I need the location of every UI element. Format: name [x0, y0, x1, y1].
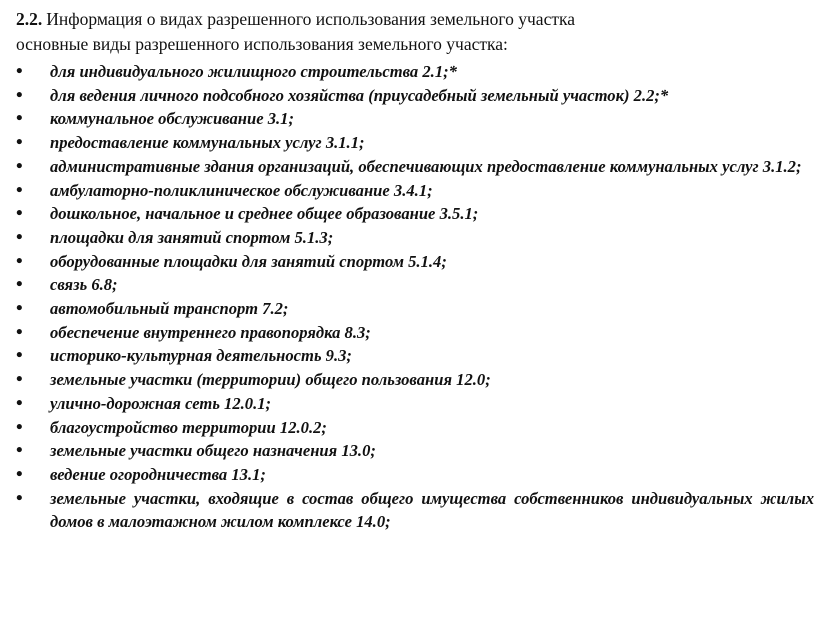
list-item-text: земельные участки (территории) общего пользования 12.0;: [50, 370, 491, 390]
bullet-icon: •: [16, 226, 23, 248]
bullet-icon: •: [16, 321, 23, 343]
bullet-icon: •: [16, 179, 23, 201]
bullet-icon: •: [16, 298, 23, 320]
list-item: [16, 179, 814, 203]
bullet-icon: •: [16, 61, 23, 82]
document-body: [16, 7, 816, 534]
list-item: [16, 368, 814, 392]
list-item-text: для индивидуального жилищного строительства 2.1;*: [50, 62, 457, 81]
list-item-text: благоустройство территории 12.0.2;: [50, 417, 327, 437]
bullet-icon: •: [16, 463, 23, 485]
list-item: [16, 344, 814, 368]
bullet-icon: •: [16, 440, 23, 462]
bullet-icon: •: [16, 274, 23, 296]
list-item: [16, 297, 814, 321]
list-item: [16, 60, 814, 84]
list-item-text: дошкольное, начальное и среднее общее образование 3.5.1;: [50, 204, 479, 224]
section-number: 2.2.: [16, 9, 43, 29]
list-item: [16, 273, 814, 297]
list-item-text: административные здания организаций, обеспечивающих предоставление коммунальных услуг 3.1.2;: [50, 156, 802, 176]
bullet-icon: •: [16, 203, 23, 225]
bullet-icon: •: [16, 345, 23, 367]
list-item: [16, 131, 814, 155]
bullet-icon: •: [16, 132, 23, 154]
list-item-text: улично-дорожная сеть 12.0.1;: [50, 393, 272, 413]
list-item: [16, 487, 814, 534]
section-heading: [16, 7, 816, 32]
bullet-icon: •: [16, 416, 23, 438]
list-item-text: автомобильный транспорт 7.2;: [50, 299, 289, 319]
list-item: [16, 321, 814, 345]
bullet-icon: •: [16, 369, 23, 391]
list-item-text: предоставление коммунальных услуг 3.1.1;: [50, 133, 365, 153]
bullet-icon: •: [16, 392, 23, 414]
list-item-text: оборудованные площадки для занятий спортом 5.1.4;: [50, 251, 447, 271]
bullet-icon: •: [16, 250, 23, 272]
list-item-text: площадки для занятий спортом 5.1.3;: [50, 227, 334, 247]
list-item: [16, 439, 814, 463]
list-item-text: связь 6.8;: [50, 275, 118, 295]
list-item: [16, 226, 814, 250]
list-item-text: земельные участки, входящие в состав общего имущества собственников индивидуальных жилых домов в малоэтажном жилом комплексе 14.0;: [50, 488, 814, 532]
list-item: [16, 416, 814, 440]
list-item: [16, 392, 814, 416]
permitted-use-list: [16, 60, 816, 534]
list-item-text: для ведения личного подсобного хозяйства (приусадебный земельный участок) 2.2;*: [50, 85, 669, 105]
list-item-text: обеспечение внутреннего правопорядка 8.3;: [50, 322, 371, 342]
list-item: [16, 463, 814, 487]
list-item: [16, 155, 814, 179]
bullet-icon: •: [16, 487, 23, 509]
section-subtitle: основные виды разрешенного использования земельного участка:: [16, 34, 508, 54]
list-item: [16, 250, 814, 274]
list-item-text: историко-культурная деятельность 9.3;: [50, 346, 352, 366]
list-item: [16, 202, 814, 226]
list-item-text: коммунальное обслуживание 3.1;: [50, 109, 294, 129]
bullet-icon: •: [16, 84, 23, 106]
bullet-icon: •: [16, 155, 23, 177]
section-title: Информация о видах разрешенного использования земельного участка: [46, 9, 575, 29]
list-item-text: ведение огородничества 13.1;: [50, 464, 266, 484]
list-item-text: амбулаторно-поликлиническое обслуживание 3.4.1;: [50, 180, 433, 200]
list-item: [16, 107, 814, 131]
list-item-text: земельные участки общего назначения 13.0;: [50, 441, 376, 461]
list-item: [16, 84, 814, 108]
bullet-icon: •: [16, 108, 23, 130]
